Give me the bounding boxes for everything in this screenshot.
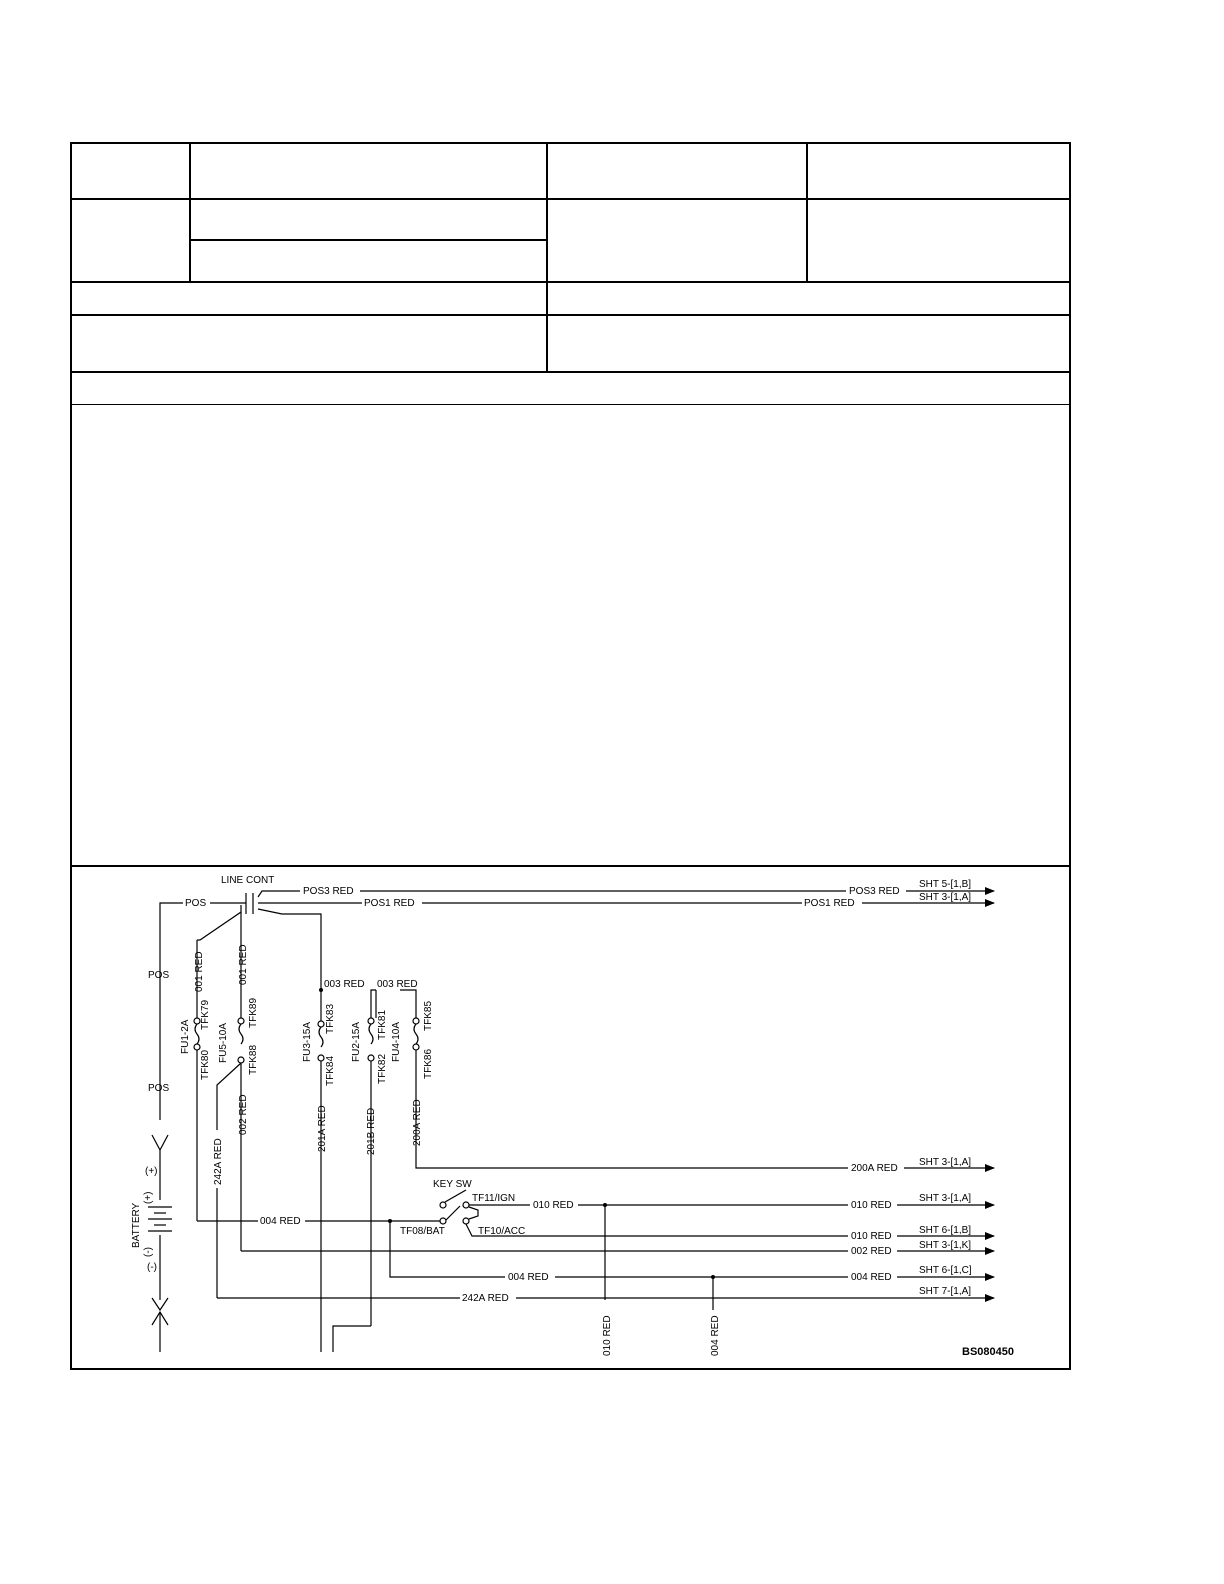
- fuse1-name: FU1-2A: [180, 1019, 191, 1054]
- key-switch-label: KEY SW: [433, 1179, 472, 1190]
- wire-pos3: [258, 891, 300, 897]
- fuse5-top-tfk: TFK89: [248, 997, 259, 1028]
- ref-sht7-1a: SHT 7-[1,A]: [919, 1286, 972, 1297]
- wire-pos3-label-end: POS3 RED: [849, 886, 900, 897]
- fuse4-bottom-tfk: TFK86: [423, 1048, 434, 1079]
- wire-200a-run: [416, 1050, 848, 1168]
- battery-label: BATTERY: [131, 1202, 142, 1248]
- wire-pos1-label-end: POS1 RED: [804, 898, 855, 909]
- sw-lever: [445, 1190, 466, 1202]
- wire-201a-label: 201A RED: [317, 1105, 328, 1152]
- fuse3-bottom-tfk: TFK84: [325, 1055, 336, 1086]
- fuse1-top-tfk: TFK79: [200, 999, 211, 1030]
- pos-label-lower: POS: [148, 1083, 170, 1094]
- wire-010-drop-label: 010 RED: [602, 1315, 613, 1356]
- sw-term-bat-label: TF08/BAT: [400, 1226, 445, 1237]
- wire-010-label-2: 010 RED: [851, 1200, 892, 1211]
- wire-004-label-3: 004 RED: [851, 1272, 892, 1283]
- wire-pos1-label: POS1 RED: [364, 898, 415, 909]
- fuse3-symbol: [319, 1027, 323, 1047]
- ref-sht6-1b: SHT 6-[1,B]: [919, 1225, 972, 1236]
- wire-010-label-1: 010 RED: [533, 1200, 574, 1211]
- sw-term-bat: [440, 1218, 446, 1224]
- battery-pos-int: (+): [143, 1191, 154, 1204]
- wire-242a-label-vert: 242A RED: [213, 1138, 224, 1185]
- wire-004-label-1: 004 RED: [260, 1216, 301, 1227]
- wire-010-label-3: 010 RED: [851, 1231, 892, 1242]
- wire-pos3-label: POS3 RED: [303, 886, 354, 897]
- wire-003-feed: [258, 909, 321, 990]
- sw-contact: [446, 1206, 460, 1220]
- ref-sht3-1a-pos1: SHT 3-[1,A]: [919, 892, 972, 903]
- wire-002-label: 002 RED: [851, 1246, 892, 1257]
- fuse2-top-tfk: TFK81: [377, 1009, 388, 1040]
- sw-term-ign: [463, 1202, 469, 1208]
- fuse5-name: FU5-10A: [218, 1022, 229, 1063]
- battery-neg-int: (-): [143, 1247, 154, 1257]
- fuse5-top-terminal: [238, 1018, 244, 1024]
- fuse3-bottom-terminal: [318, 1055, 324, 1061]
- sw-term-acc: [463, 1218, 469, 1224]
- ref-sht6-1c: SHT 6-[1,C]: [919, 1265, 972, 1276]
- pos-label-upper: POS: [148, 970, 170, 981]
- fuse3-top-terminal: [318, 1021, 324, 1027]
- sw-term-acc-label: TF10/ACC: [478, 1226, 526, 1237]
- line-contactor-label: LINE CONT: [221, 875, 275, 886]
- ref-sht5-1b: SHT 5-[1,B]: [919, 879, 972, 890]
- wire-004-drop-label: 004 RED: [710, 1315, 721, 1356]
- fuse5-bottom-tfk: TFK88: [248, 1044, 259, 1075]
- wire-pos-label: POS: [185, 898, 207, 909]
- fuse4-bottom-terminal: [413, 1044, 419, 1050]
- ref-sht3-1k: SHT 3-[1,K]: [919, 1240, 972, 1251]
- fuse5-symbol: [239, 1024, 243, 1044]
- wire-201b-label: 201B RED: [366, 1107, 377, 1155]
- wire-003-bus-far: [400, 990, 416, 1018]
- battery-pos-connector: [152, 1135, 168, 1150]
- sw-term-ign-label: TF11/IGN: [472, 1193, 516, 1204]
- fuse4-top-terminal: [413, 1018, 419, 1024]
- fuse1-symbol: [195, 1024, 199, 1044]
- fuse3-name: FU3-15A: [302, 1021, 313, 1062]
- wire-201b-jog: [333, 1326, 371, 1352]
- wire-003-bus: [371, 990, 376, 1018]
- fuse2-symbol: [369, 1024, 373, 1044]
- fuse2-bottom-tfk: TFK82: [377, 1053, 388, 1084]
- fuse4-name: FU4-10A: [391, 1021, 402, 1062]
- wire-242a-label: 242A RED: [462, 1293, 509, 1304]
- wire-002-label-vert: 002 RED: [238, 1094, 249, 1135]
- wire-200a-label-vert: 200A RED: [412, 1099, 423, 1146]
- wire-003-label-1: 003 RED: [324, 979, 365, 990]
- ref-sht3-1a-200a: SHT 3-[1,A]: [919, 1157, 972, 1168]
- wire-001-label-1: 001 RED: [194, 951, 205, 992]
- fuse4-symbol: [414, 1024, 418, 1044]
- sw-term-bat-top: [440, 1202, 446, 1208]
- ref-sht3-1a-010: SHT 3-[1,A]: [919, 1193, 972, 1204]
- fuse5-bottom-terminal: [238, 1057, 244, 1063]
- fuse2-name: FU2-15A: [351, 1021, 362, 1062]
- drawing-number: BS080450: [962, 1346, 1014, 1358]
- battery-pos-ext: (+): [145, 1166, 158, 1177]
- wire-200a-label: 200A RED: [851, 1163, 898, 1174]
- fuse3-top-tfk: TFK83: [325, 1003, 336, 1034]
- wire-001-label-2: 001 RED: [238, 944, 249, 985]
- sw-jumper: [469, 1207, 478, 1219]
- wire-pos-feed: [160, 903, 183, 1010]
- fuse1-bottom-tfk: TFK80: [200, 1049, 211, 1080]
- fuse2-top-terminal: [368, 1018, 374, 1024]
- fuse2-bottom-terminal: [368, 1055, 374, 1061]
- wire-004-label-2: 004 RED: [508, 1272, 549, 1283]
- fuse1-bottom-terminal: [194, 1044, 200, 1050]
- wire-001-branch-a: [197, 905, 241, 940]
- fuse4-top-tfk: TFK85: [423, 1000, 434, 1031]
- wire-003-label-2: 003 RED: [377, 979, 418, 990]
- battery-neg-ext: (-): [147, 1262, 157, 1273]
